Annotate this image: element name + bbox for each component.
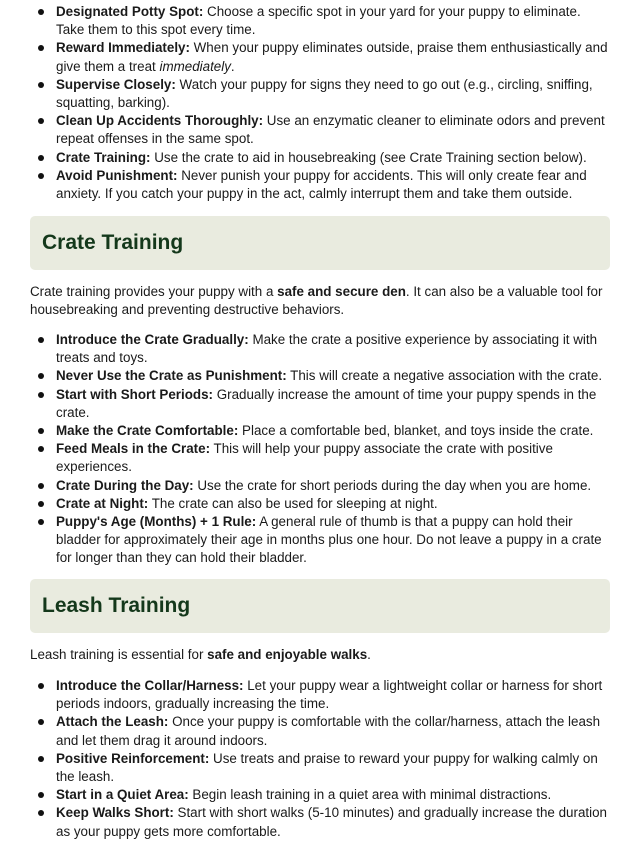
item-text: Use treats and praise to reward your puppy for walking calmly on the leash.	[56, 750, 598, 785]
list-item	[0, 750, 640, 786]
item-label: Start in a Quiet Area:	[56, 787, 189, 803]
item-text: Use the crate to aid in housebreaking (see Crate Training section below).	[150, 149, 587, 165]
item-label: Designated Potty Spot:	[56, 4, 204, 19]
list-item	[0, 513, 640, 568]
item-label: Feed Meals in the Crate:	[56, 441, 211, 457]
item-label: Start with Short Periods:	[56, 386, 213, 402]
item-label: Introduce the Collar/Harness:	[56, 678, 244, 693]
item-label: Introduce the Crate Gradually:	[56, 332, 249, 347]
item-label: Keep Walks Short:	[56, 805, 174, 821]
list-item	[0, 495, 640, 513]
item-label: Clean Up Accidents Thoroughly:	[56, 113, 264, 129]
section-title: Crate Training	[42, 231, 184, 254]
intro-text-end: .	[367, 647, 371, 662]
item-label: Positive Reinforcement:	[56, 750, 210, 766]
crate-training-header	[30, 216, 610, 270]
housebreaking-list	[0, 3, 640, 203]
list-item	[0, 422, 640, 440]
item-label: Reward Immediately:	[56, 40, 190, 56]
intro-text: Crate training provides your puppy with a	[30, 284, 278, 299]
list-item	[0, 3, 640, 39]
list-item	[0, 367, 640, 385]
item-label: Crate During the Day:	[56, 477, 194, 493]
item-text-end: .	[230, 58, 235, 74]
list-item	[0, 331, 640, 367]
section-title: Leash Training	[42, 594, 191, 617]
item-text: Place a comfortable bed, blanket, and toys inside the crate.	[238, 423, 594, 439]
list-item	[0, 76, 640, 112]
intro-bold: safe and enjoyable walks	[207, 647, 368, 662]
item-text: Watch your puppy for signs they need to go out (e.g., circling, sniffing, squatting, barking).	[56, 76, 593, 111]
list-item	[0, 386, 640, 422]
leash-training-list	[0, 677, 640, 841]
item-emphasis: immediately	[159, 58, 231, 74]
crate-training-list	[0, 331, 640, 568]
item-text: Never punish your puppy for accidents. This will only create fear and anxiety. If you catch your puppy in the act, calmly interrupt them and take them outside.	[56, 167, 587, 202]
list-item	[0, 149, 640, 167]
list-item	[0, 713, 640, 749]
item-text: Use the crate for short periods during the day when you are home.	[193, 477, 592, 493]
intro-text: Leash training is essential for	[30, 647, 208, 662]
intro-text-end: . It can also be a valuable tool for housebreaking and preventing destructive behaviors.	[30, 284, 603, 318]
item-text: Start with short walks (5-10 minutes) and gradually increase the duration as your puppy gets more comfortable.	[56, 805, 607, 839]
item-label: Never Use the Crate as Punishment:	[56, 368, 287, 384]
item-text: This will create a negative association with the crate.	[286, 368, 603, 384]
leash-training-intro	[30, 646, 610, 664]
item-label: Crate Training:	[56, 149, 151, 165]
item-label: Supervise Closely:	[56, 76, 176, 92]
item-text: Let your puppy wear a lightweight collar or harness for short periods indoors, gradually increasing the time.	[56, 678, 603, 712]
item-text: When your puppy eliminates outside, praise them enthusiastically and give them a treat	[56, 40, 608, 74]
item-label: Avoid Punishment:	[56, 167, 178, 183]
item-text: Begin leash training in a quiet area with minimal distractions.	[188, 787, 552, 803]
item-text: This will help your puppy associate the crate with positive experiences.	[56, 441, 553, 475]
item-label: Attach the Leash:	[56, 714, 169, 730]
list-item	[0, 786, 640, 804]
intro-bold: safe and secure den	[277, 284, 406, 299]
item-text: The crate can also be used for sleeping at night.	[148, 495, 438, 511]
item-label: Make the Crate Comfortable:	[56, 423, 239, 439]
list-item	[0, 39, 640, 75]
crate-training-intro	[30, 283, 610, 319]
list-item	[0, 167, 640, 203]
list-item	[0, 804, 640, 840]
item-text: Gradually increase the amount of time your puppy spends in the crate.	[56, 386, 597, 420]
item-label: Puppy's Age (Months) + 1 Rule:	[56, 514, 257, 530]
leash-training-header	[30, 579, 610, 633]
list-item	[0, 477, 640, 495]
item-text: Use an enzymatic cleaner to eliminate odors and prevent repeat offenses in the same spot.	[56, 113, 605, 147]
list-item	[0, 677, 640, 713]
item-text: A general rule of thumb is that a puppy can hold their bladder for approximately their age in months plus one hour. Do not leave a puppy in a crate for longer than they can hold their bladder.	[56, 514, 602, 566]
item-text: Choose a specific spot in your yard for your puppy to eliminate. Take them to this spot every time.	[56, 4, 581, 38]
item-text: Make the crate a positive experience by associating it with treats and toys.	[56, 332, 598, 366]
item-text: Once your puppy is comfortable with the collar/harness, attach the leash and let them drag it around indoors.	[56, 714, 601, 748]
item-label: Crate at Night:	[56, 495, 149, 511]
list-item	[0, 440, 640, 476]
list-item	[0, 112, 640, 148]
